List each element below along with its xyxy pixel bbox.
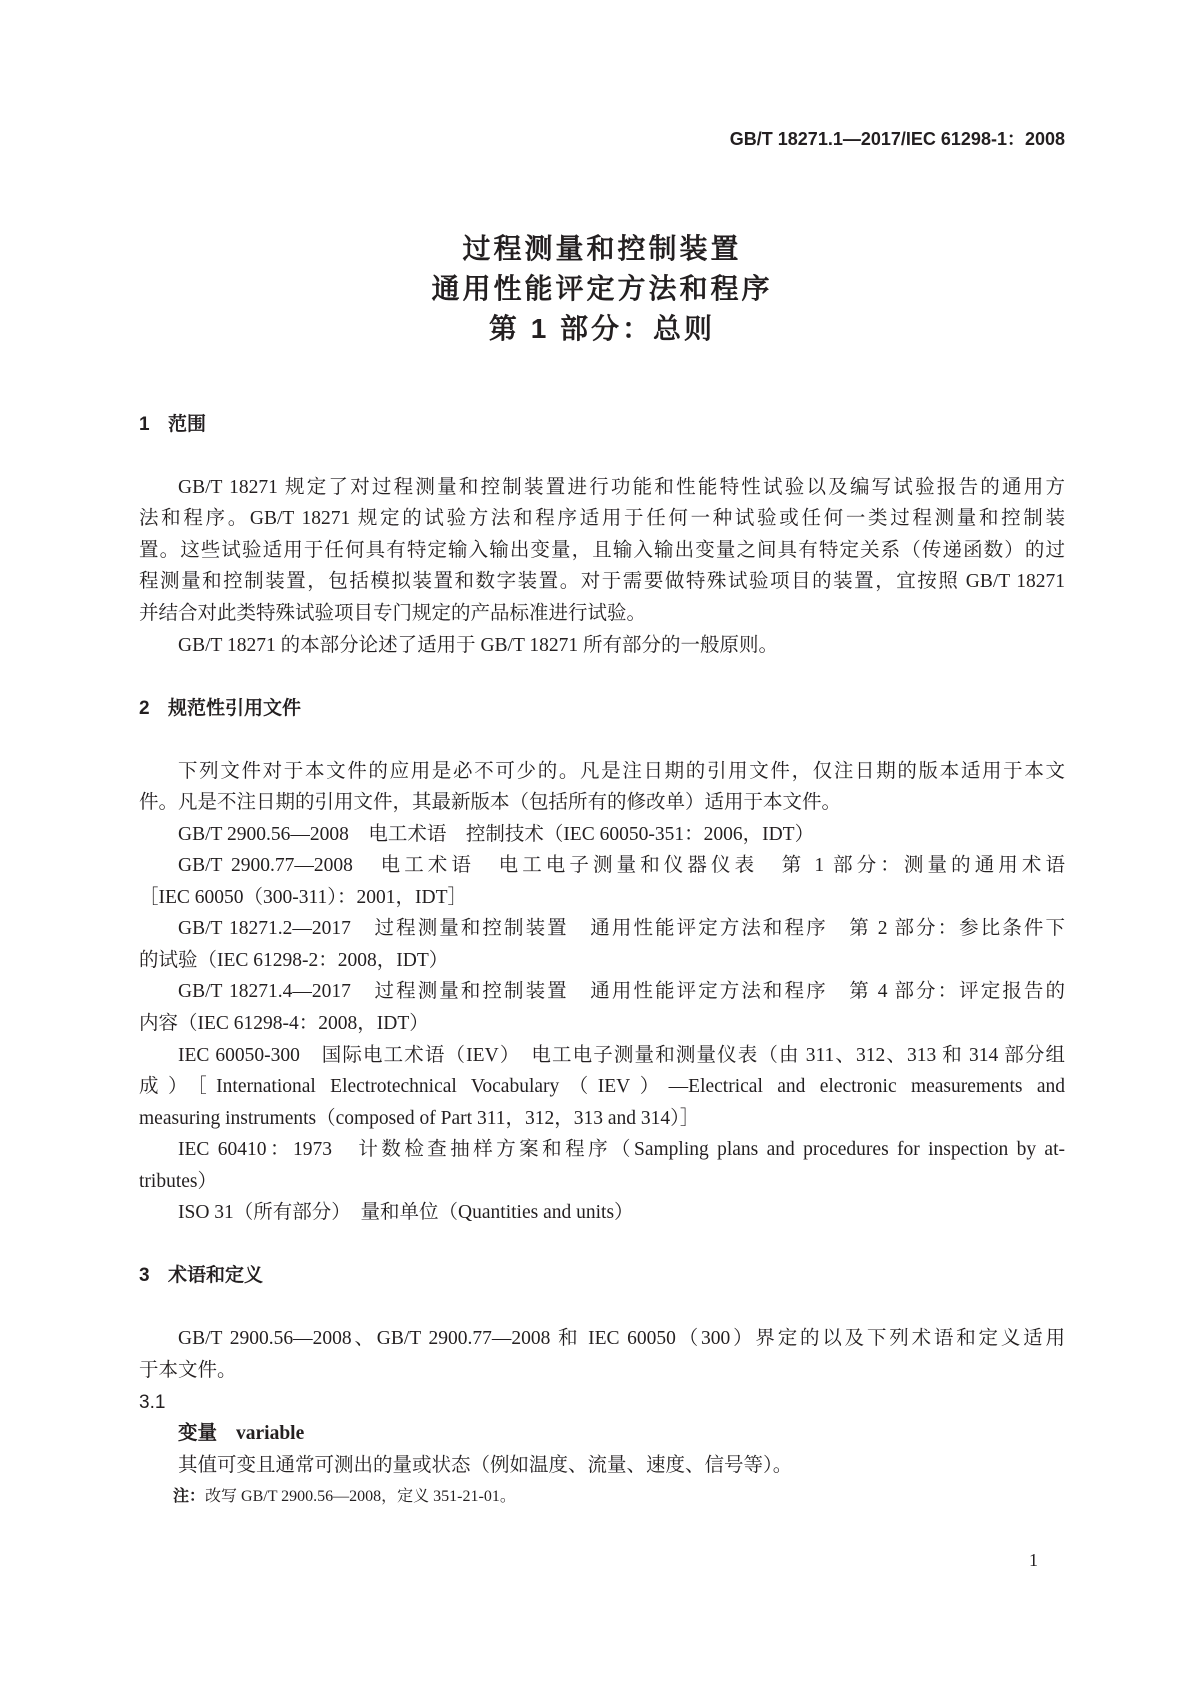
title-line-3: 第 1 部分：总则 [488, 313, 716, 344]
title-line-2: 通用性能评定方法和程序 [431, 273, 773, 304]
title-line-1: 过程测量和控制装置 [462, 233, 742, 264]
document-title [139, 229, 1065, 349]
section-number: 2 [139, 697, 150, 719]
reference-entry-line: GB/T 2900.77—2008 电工术语 电工电子测量和仪器仪表 第 1 部分：测量的通用术语 [178, 855, 1065, 877]
section-heading-terms-definitions [139, 1260, 1065, 1292]
reference-entry-line: tributes） [139, 1170, 217, 1192]
paragraph-line: GB/T 18271 规定了对过程测量和控制装置进行功能和性能特性试验以及编写试验报告的通用方 [178, 476, 1065, 498]
section-title: 术语和定义 [168, 1265, 264, 1287]
term-name [139, 1418, 1065, 1450]
document-body [139, 409, 1065, 1513]
paragraph-line: 并结合对此类特殊试验项目专门规定的产品标准进行试验。 [139, 602, 647, 624]
term-name-en: variable [236, 1423, 305, 1445]
spacer [139, 440, 1065, 472]
section-title: 范围 [168, 413, 207, 435]
paragraph-line: 件。凡是不注日期的引用文件，其最新版本（包括所有的修改单）适用于本文件。 [139, 792, 842, 814]
spacer [139, 1292, 1065, 1324]
spacer [139, 1229, 1065, 1261]
note-label: 注： [173, 1488, 206, 1506]
section-heading-normative-references [139, 693, 1065, 725]
section-number: 3 [139, 1265, 150, 1287]
reference-entry-line: GB/T 18271.4—2017 过程测量和控制装置 通用性能评定方法和程序 第 4 部分：评定报告的 [178, 981, 1065, 1003]
reference-entry-line: IEC 60050-300 国际电工术语（IEV） 电工电子测量和测量仪表（由 311、312、313 和 314 部分组 [178, 1044, 1065, 1066]
term-definition: 其值可变且通常可测出的量或状态（例如温度、流量、速度、信号等）。 [178, 1454, 793, 1476]
standard-code-header: GB/T 18271.1—2017/IEC 61298-1：2008 [729, 129, 1065, 149]
reference-entry-line: ISO 31（所有部分） 量和单位（Quantities and units） [178, 1202, 634, 1224]
term-number: 3.1 [139, 1391, 166, 1413]
reference-entry-line: GB/T 2900.56—2008 电工术语 控制技术（IEC 60050-351：2006，IDT） [178, 823, 815, 845]
reference-entry-line: measuring instruments（composed of Part 311，312，313 and 314）］ [139, 1107, 700, 1129]
spacer [139, 661, 1065, 693]
paragraph-line: GB/T 18271 的本部分论述了适用于 GB/T 18271 所有部分的一般原则。 [178, 634, 779, 656]
reference-entry-line: GB/T 18271.2—2017 过程测量和控制装置 通用性能评定方法和程序 第 2 部分：参比条件下 [178, 918, 1065, 940]
paragraph-line: 置。这些试验适用于任何具有特定输入输出变量，且输入输出变量之间具有特定关系（传递函数）的过 [139, 539, 1065, 561]
reference-entry-line: 内容（IEC 61298-4：2008，IDT） [139, 1013, 429, 1035]
spacer [139, 724, 1065, 756]
reference-entry-line: IEC 60410：1973 计数检查抽样方案和程序（Sampling plans and procedures for inspection by at- [178, 1139, 1065, 1161]
reference-entry-line: 成）［International Electrotechnical Vocabulary（IEV）—Electrical and electronic measurements and [139, 1076, 1065, 1098]
term-note [139, 1481, 1065, 1513]
section-heading-scope [139, 409, 1065, 441]
term-name-zh: 变量 [178, 1422, 218, 1445]
paragraph-line: GB/T 2900.56—2008、GB/T 2900.77—2008 和 IEC 60050（300）界定的以及下列术语和定义适用 [178, 1328, 1065, 1350]
paragraph-line: 下列文件对于本文件的应用是必不可少的。凡是注日期的引用文件，仅注日期的版本适用于本文 [178, 760, 1065, 782]
reference-entry-line: 的试验（IEC 61298-2：2008，IDT） [139, 949, 449, 971]
note-text: 改写 GB/T 2900.56—2008，定义 351-21-01。 [205, 1488, 516, 1506]
paragraph-line: 法和程序。GB/T 18271 规定的试验方法和程序适用于任何一种试验或任何一类过程测量和控制装 [139, 508, 1065, 530]
section-number: 1 [139, 413, 150, 435]
page-number: 1 [1029, 1550, 1038, 1570]
section-title: 规范性引用文件 [168, 697, 302, 719]
paragraph-line: 于本文件。 [139, 1360, 237, 1382]
paragraph-line: 程测量和控制装置，包括模拟装置和数字装置。对于需要做特殊试验项目的装置，宜按照 GB/T 18271 [139, 571, 1065, 593]
reference-entry-line: ［IEC 60050（300-311）：2001，IDT］ [139, 886, 468, 908]
